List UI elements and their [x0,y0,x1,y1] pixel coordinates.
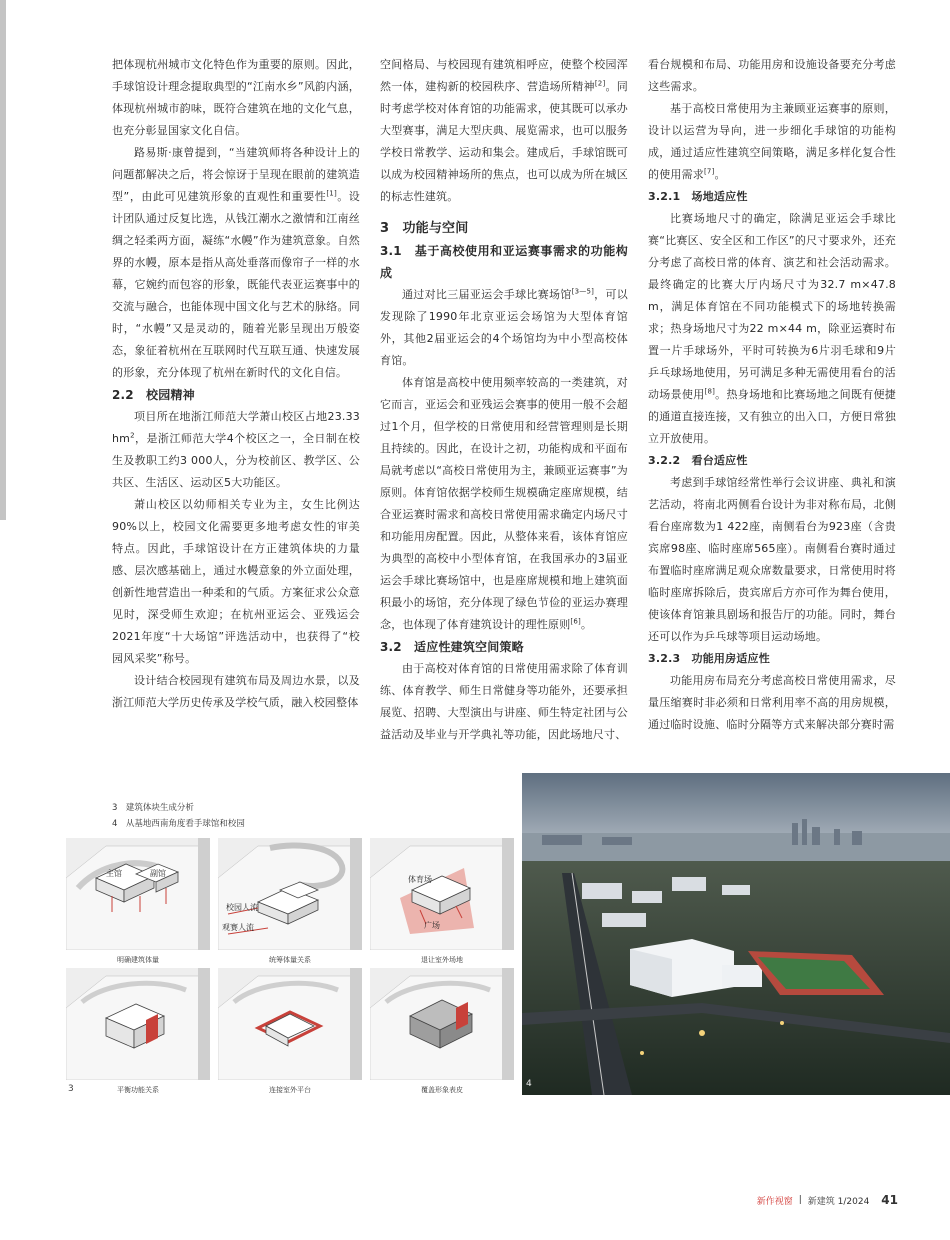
paragraph: 设计结合校园现有建筑布局及周边水景，以及浙江师范大学历史传承及学校气质，融入校园整体 [112,674,360,709]
figure-captions [112,800,245,832]
paragraph: 路易斯·康曾提到，“当建筑师将各种设计上的问题都解决之后，将会惊讶于呈现在眼前的建筑造型”，由此可见建筑形象的直观性和重要性[1]。设计团队通过反复比选，从钱江潮水之激情和江南丝绸之轻柔两方面，凝练“水幔”作为建筑意象。自然界的水幔，原本是指从高处垂落而像帘子一样的水幕，它婉约而包容的形象，既能代表亚运赛事中的交流与融合，也能体现中国文化与艺术的脉络。同时，“水幔”又是灵动的，随着光影呈现出万般姿态，象征着杭州在互联网时代互联互通、快速发展的形象，充分体现了杭州在新时代的文化自信。 [112,146,360,379]
subsection-heading: 3.2.3 功能用房适应性 [648,652,770,665]
diagram-label: 平衡功能关系 [117,1086,159,1094]
massing-diagram-6 [370,968,514,1080]
paragraph: 体育馆是高校中使用频率较高的一类建筑，对它而言，亚运会和亚残运会赛事的使用一般不会超过1个月，但学校的日常使用和经营管理则是长期且持续的。因此，在设计之初，功能构成和平面布局就考虑以“高校日常使用为主，兼顾亚运赛事”为原则。体育馆依据学校师生规模确定座席规模，结合亚运赛时需求和高校日常使用需求确定内场尺寸和功能用房配置。因此，从整体来看，该体育馆应为典型的高校中小型体育馆，在我国承办的3届亚运会手球比赛场馆中，也是座席规模和地上建筑面积最小的场馆，充分体现了绿色节俭的亚运办赛理念，也体现了体育建筑设计的理性原则[6]。 [380,376,628,631]
paragraph: 通过对比三届亚运会手球比赛场馆[3—5]，可以发现除了1990年北京亚运会场馆为大型体育馆外，其他2届亚运会的4个场馆均为中小型高校体育馆。 [380,287,628,367]
diagram-tag: 校园人流 [226,903,258,912]
paragraph: 功能用房布局充分考虑高校日常使用需求，尽量压缩赛时非必须和日常利用率不高的用房规模，通过临时设施、临时分隔等方式来解决部分赛时需 [648,674,896,731]
diagram-tag: 体育场 [408,875,432,884]
superscript: 2 [130,431,135,440]
paragraph: 基于高校日常使用为主兼顾亚运赛事的原则，设计以运营为导向，进一步细化手球馆的功能构成，通过适应性建筑空间策略，满足多样化复合性的使用需求[7]。 [648,102,896,181]
diagram-label: 明确建筑体量 [117,956,159,964]
figure-caption-3: 3 建筑体块生成分析 [112,803,194,813]
citation: [1] [326,189,337,198]
text-column-1 [112,54,360,714]
subsection-heading: 3.2.2 看台适应性 [648,454,748,467]
citation: [2] [594,79,606,88]
paragraph: 空间格局、与校园现有建筑相呼应，使整个校园浑然一体，建构新的校园秩序、营造场所精神[2]。同时考虑学校对体育馆的功能需求，使其既可以承办大型赛事，满足大型庆典、展览需求，也可以服务学校日常教学、运动和集会。建成后，手球馆既可以成为校园精神场所的焦点，也可以成为所在城区的标志性建筑。 [380,58,628,203]
citation: [3—5] [571,287,595,296]
diagram-tag: 观赛人流 [222,923,254,932]
citation: [7] [704,167,715,176]
subsection-heading: 3.2.1 场地适应性 [648,190,748,203]
massing-diagram-4 [66,968,210,1080]
paragraph: 由于高校对体育馆的日常使用需求除了体育训练、体育教学、师生日常健身等功能外，还要承担展览、招聘、大型演出与讲座、师生特定社团与公益活动及毕业与开学典礼等功能，因此场地尺寸、 [380,662,628,741]
diagram-tag: 主馆 [106,869,122,878]
paragraph: 萧山校区以幼师相关专业为主，女生比例达90%以上，校园文化需要更多地考虑女性的审美特点。因此，手球馆设计在方正建筑体块的力量感、层次感基础上，通过水幔意象的外立面处理，创新性地营造出一种柔和的气质。方案征求公众意见时，深受师生欢迎；在杭州亚运会、亚残运会2021年度“十大场馆”评选活动中，也获得了“校园风采奖”称号。 [112,498,360,665]
diagram-label: 覆盖形象表皮 [421,1086,463,1094]
figure-number: 3 [68,1084,74,1094]
page-number: 41 [881,1193,898,1207]
text-column-3 [648,54,896,736]
diagram-label: 退让室外场地 [421,956,463,964]
section-heading: 3.2 适应性建筑空间策略 [380,640,524,654]
section-heading: 3.1 基于高校使用和亚运赛事需求的功能构成 [380,244,628,280]
diagram-tag: 副馆 [150,869,166,878]
massing-diagram-3 [370,838,514,950]
page-footer [757,1193,898,1207]
paragraph: 看台规模和布局、功能用房和设施设备要充分考虑这些需求。 [648,58,896,93]
paragraph: 把体现杭州城市文化特色作为重要的原则。因此，手球馆设计理念提取典型的“江南水乡”风韵内涵，体现杭州城市韵味，既符合建筑在地的文化气息，也充分彰显国家文化自信。 [112,58,360,137]
section-heading: 2.2 校园精神 [112,388,195,402]
aerial-photo [522,773,950,1095]
chapter-heading: 3 功能与空间 [380,221,469,236]
massing-diagram-2 [218,838,362,950]
paragraph: 比赛场地尺寸的确定，除满足亚运会手球比赛“比赛区、安全区和工作区”的尺寸要求外，还充分考虑了高校日常的体育、演艺和社会活动需求。最终确定的比赛大厅内场尺寸为32.7 m×47.8 m，满足体育馆在不同功能模式下的场地转换需求；热身场地尺寸为22 m×44 m，除亚运赛时布置一片手球场外，平时可转换为6片羽毛球和9片乒乓球场地使用，另可满足多种无需使用看台的活动场景使用[8]。热身场地和比赛场地之间既有便捷的通道直接连接，又有独立的出入口，方便日常独立开放使用。 [648,212,896,445]
journal-issue: 新建筑 1/2024 [807,1196,870,1207]
figure-number: 4 [526,1079,532,1089]
paragraph: 考虑到手球馆经常性举行会议讲座、典礼和演艺活动，将南北两侧看台设计为非对称布局，北侧看台座席数为1 422座，南侧看台为923座（含贵宾席98座、临时座席565座）。南侧看台赛时通过布置临时座席满足观众席数量要求，日常使用时将临时座席拆除后，贵宾席后方亦可作为舞台使用，使该体育馆兼具剧场和报告厅的功能。同时，舞台还可以作为乒乓球等项目运动场地。 [648,476,896,643]
text-column-2 [380,54,628,746]
paragraph: 项目所在地浙江师范大学萧山校区占地23.33 $hm^2$，是浙江师范大学4个校区之一，全日制在校生及教职工约3 000人，分为校前区、教学区、公共区、生活区、运动区5大功能区。 [112,410,360,489]
section-name: 新作视窗 [756,1196,793,1207]
separator: | [798,1195,802,1205]
diagram-label: 连接室外平台 [269,1086,311,1094]
citation: [6] [570,617,581,626]
diagram-tag: 广场 [424,921,440,930]
page-edge-mark [0,0,6,520]
diagram-label: 统筹体量关系 [269,956,311,964]
massing-diagram-5 [218,968,362,1080]
figure-caption-4: 4 从基地西南角度看手球馆和校园 [112,819,245,829]
citation: [8] [704,387,716,396]
massing-diagram-1 [66,838,210,950]
